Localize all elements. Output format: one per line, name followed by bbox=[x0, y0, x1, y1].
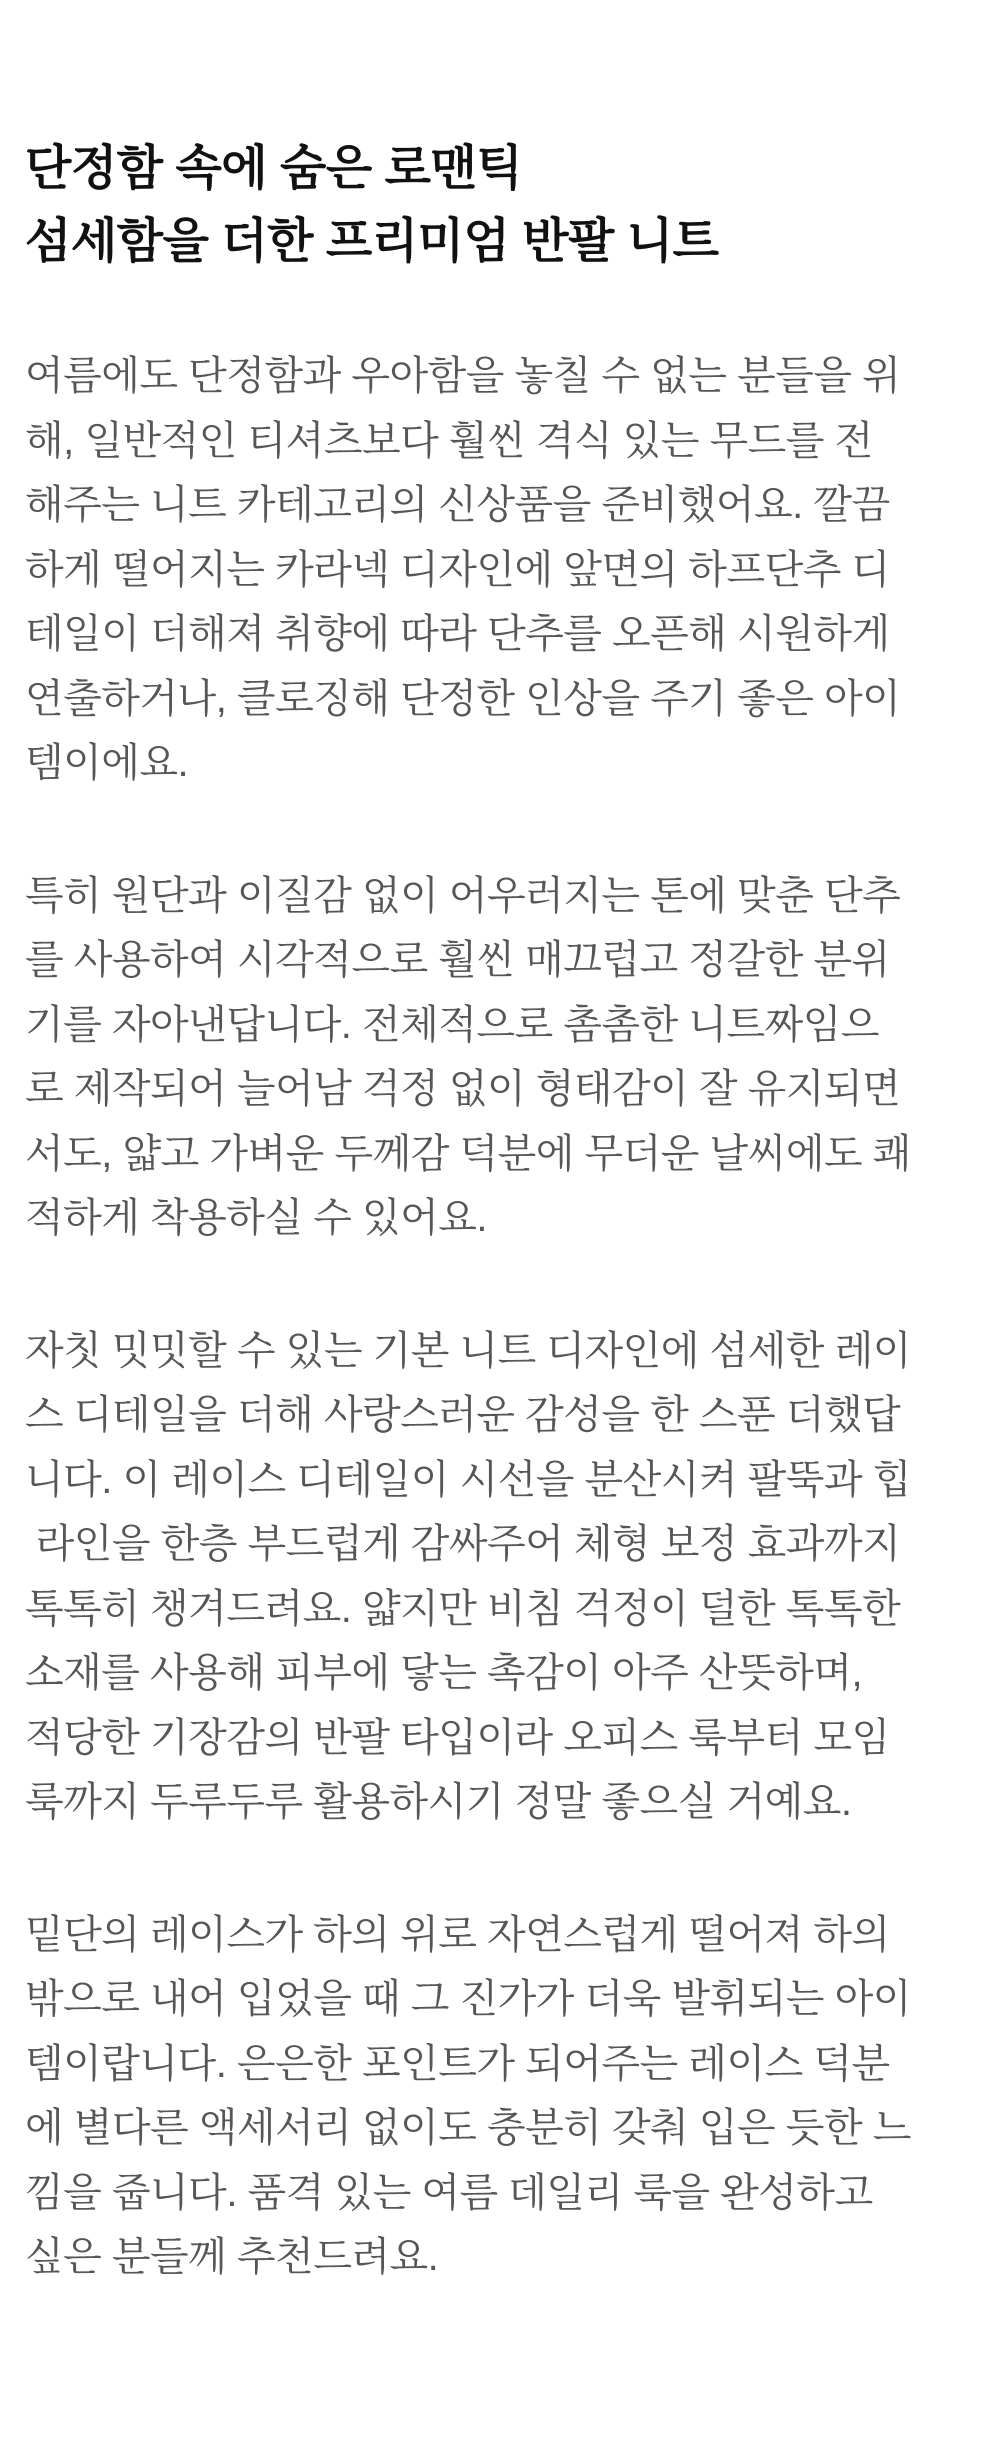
paragraph-1-line-5: 테일이 더해져 취향에 따라 단추를 오픈해 시원하게 bbox=[25, 612, 890, 656]
paragraph-4-line-6: 싶은 분들께 추천드려요. bbox=[25, 2235, 439, 2279]
description-paragraph-2 bbox=[25, 864, 975, 1251]
paragraph-3-line-4: 라인을 한층 부드럽게 감싸주어 체형 보정 효과까지 bbox=[25, 1522, 901, 1566]
description-paragraph-4 bbox=[25, 1903, 975, 2290]
paragraph-1-line-4: 하게 떨어지는 카라넥 디자인에 앞면의 하프단추 디 bbox=[25, 547, 890, 592]
paragraph-2-line-3: 기를 자아낸답니다. 전체적으로 촘촘한 니트짜임으 bbox=[25, 1002, 880, 1047]
description-paragraph-3 bbox=[25, 1319, 975, 1835]
paragraph-3-line-5: 톡톡히 챙겨드려요. 얇지만 비침 걱정이 덜한 톡톡한 bbox=[25, 1586, 901, 1631]
paragraph-2-line-2: 를 사용하여 시각적으로 훨씬 매끄럽고 정갈한 분위 bbox=[25, 938, 890, 982]
paragraph-4-line-3: 템이랍니다. 은은한 포인트가 되어주는 레이스 덕분 bbox=[25, 2041, 890, 2086]
paragraph-2-line-6: 적하게 착용하실 수 있어요. bbox=[25, 1196, 487, 1240]
paragraph-3-line-3: 니다. 이 레이스 디테일이 시선을 분산시켜 팔뚝과 힙 bbox=[25, 1457, 911, 1502]
paragraph-3-line-1: 자칫 밋밋할 수 있는 기본 니트 디자인에 섬세한 레이 bbox=[25, 1328, 911, 1373]
paragraph-2-line-5: 서도, 얇고 가벼운 두께감 덕분에 무더운 날씨에도 쾌 bbox=[25, 1131, 911, 1176]
paragraph-3-line-8: 룩까지 두루두루 활용하시기 정말 좋으실 거예요. bbox=[25, 1780, 852, 1824]
paragraph-4-line-2: 밖으로 내어 입었을 때 그 진가가 더욱 발휘되는 아이 bbox=[25, 1977, 911, 2021]
product-title-line-2: 섬세함을 더한 프리미엄 반팔 니트 bbox=[25, 215, 719, 268]
paragraph-2-line-4: 로 제작되어 늘어남 걱정 없이 형태감이 잘 유지되면 bbox=[25, 1067, 901, 1111]
paragraph-4-line-5: 낌을 줍니다. 품격 있는 여름 데일리 룩을 완성하고 bbox=[25, 2170, 873, 2215]
paragraph-3-line-7: 적당한 기장감의 반팔 타입이라 오피스 룩부터 모임 bbox=[25, 1715, 890, 1760]
paragraph-1-line-2: 해, 일반적인 티셔츠보다 훨씬 격식 있는 무드를 전 bbox=[25, 418, 873, 463]
paragraph-2-line-1: 특히 원단과 이질감 없이 어우러지는 톤에 맞춘 단추 bbox=[25, 873, 901, 918]
paragraph-1-line-1: 여름에도 단정함과 우아함을 놓칠 수 없는 분들을 위 bbox=[25, 354, 901, 398]
paragraph-1-line-7: 템이에요. bbox=[25, 741, 189, 785]
description-paragraph-1 bbox=[25, 344, 975, 796]
product-title bbox=[25, 132, 975, 278]
paragraph-3-line-6: 소재를 사용해 피부에 닿는 촉감이 아주 산뜻하며, bbox=[25, 1651, 863, 1695]
paragraph-1-line-3: 해주는 니트 카테고리의 신상품을 준비했어요. 깔끔 bbox=[25, 483, 890, 527]
paragraph-3-line-2: 스 디테일을 더해 사랑스러운 감성을 한 스푼 더했답 bbox=[25, 1393, 901, 1437]
paragraph-4-line-4: 에 별다른 액세서리 없이도 충분히 갖춰 입은 듯한 느 bbox=[25, 2106, 911, 2150]
product-title-line-1: 단정함 속에 숨은 로맨틱 bbox=[25, 142, 523, 195]
paragraph-4-line-1: 밑단의 레이스가 하의 위로 자연스럽게 떨어져 하의 bbox=[25, 1912, 890, 1957]
paragraph-1-line-6: 연출하거나, 클로징해 단정한 인상을 주기 좋은 아이 bbox=[25, 676, 901, 721]
